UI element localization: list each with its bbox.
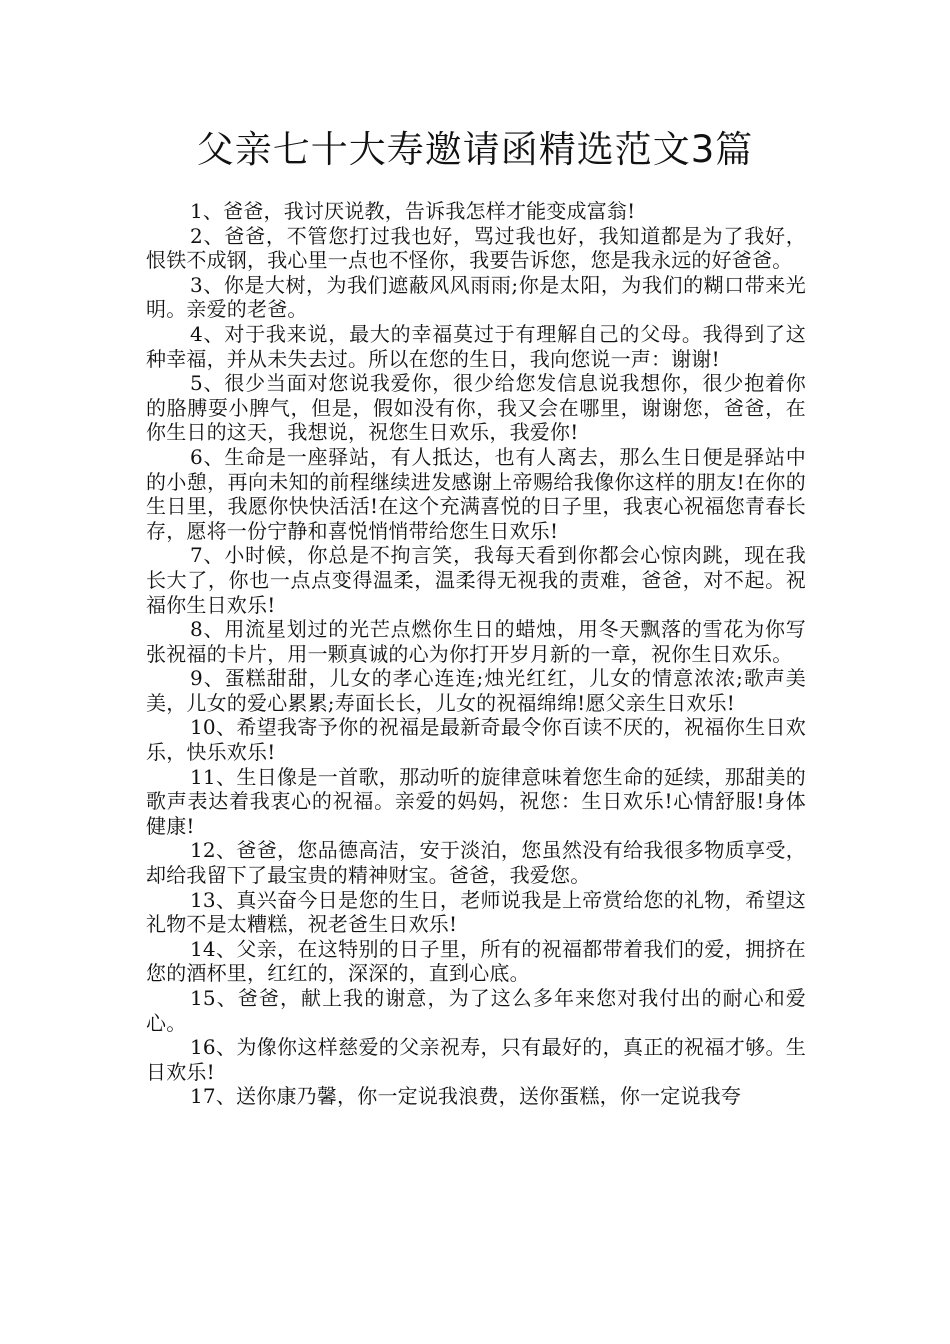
paragraph-11: 11、生日像是一首歌，那动听的旋律意味着您生命的延续，那甜美的歌声表达着我衷心的祝福。亲爱的妈妈，祝您：生日欢乐!心情舒服!身体健康! bbox=[146, 764, 806, 838]
paragraph-9: 9、蛋糕甜甜，儿女的孝心连连;烛光红红，儿女的情意浓浓;歌声美美，儿女的爱心累累;寿面长长，儿女的祝福绵绵!愿父亲生日欢乐! bbox=[146, 666, 806, 715]
document-body bbox=[146, 199, 806, 1109]
paragraph-4: 4、对于我来说，最大的幸福莫过于有理解自己的父母。我得到了这种幸福，并从未失去过。所以在您的生日，我向您说一声：谢谢! bbox=[146, 321, 806, 371]
paragraph-10: 10、希望我寄予你的祝福是最新奇最令你百读不厌的，祝福你生日欢乐，快乐欢乐! bbox=[146, 715, 806, 765]
paragraph-7: 7、小时候，你总是不拘言笑，我每天看到你都会心惊肉跳，现在我长大了，你也一点点变得温柔，温柔得无视我的责难，爸爸，对不起。祝福你生日欢乐! bbox=[146, 543, 806, 617]
paragraph-3: 3、你是大树，为我们遮蔽风风雨雨;你是太阳，为我们的糊口带来光明。亲爱的老爸。 bbox=[146, 272, 806, 322]
paragraph-12: 12、爸爸，您品德高洁，安于淡泊，您虽然没有给我很多物质享受，却给我留下了最宝贵的精神财宝。爸爸，我爱您。 bbox=[146, 838, 806, 888]
paragraph-2: 2、爸爸，不管您打过我也好，骂过我也好，我知道都是为了我好，恨铁不成钢，我心里一点也不怪你，我要告诉您，您是我永远的好爸爸。 bbox=[146, 223, 806, 273]
paragraph-1: 1、爸爸，我讨厌说教，告诉我怎样才能变成富翁! bbox=[190, 199, 636, 223]
document-title: 父亲七十大寿邀请函精选范文3篇 bbox=[196, 128, 754, 171]
paragraph-15: 15、爸爸，献上我的谢意，为了这么多年来您对我付出的耐心和爱心。 bbox=[146, 986, 806, 1035]
paragraph-16: 16、为像你这样慈爱的父亲祝寿，只有最好的，真正的祝福才够。生日欢乐! bbox=[146, 1035, 806, 1084]
paragraph-6: 6、生命是一座驿站，有人抵达，也有人离去，那么生日便是驿站中的小憩，再向未知的前程继续进发感谢上帝赐给我像你这样的朋友!在你的生日里，我愿你快快活活!在这个充满喜悦的日子里，我衷心祝福您青春长存，愿将一份宁静和喜悦悄悄带给您生日欢乐! bbox=[146, 444, 806, 543]
paragraph-13: 13、真兴奋今日是您的生日，老师说我是上帝赏给您的礼物，希望这礼物不是太糟糕，祝老爸生日欢乐! bbox=[146, 887, 806, 937]
paragraph-5: 5、很少当面对您说我爱你，很少给您发信息说我想你，很少抱着你的胳膊耍小脾气，但是，假如没有你，我又会在哪里，谢谢您，爸爸，在你生日的这天，我想说，祝您生日欢乐，我爱你! bbox=[146, 371, 806, 445]
paragraph-14: 14、父亲，在这特别的日子里，所有的祝福都带着我们的爱，拥挤在您的酒杯里，红红的，深深的，直到心底。 bbox=[146, 936, 806, 986]
paragraph-17: 17、送你康乃馨，你一定说我浪费，送你蛋糕，你一定说我夸 bbox=[190, 1084, 742, 1109]
paragraph-8: 8、用流星划过的光芒点燃你生日的蜡烛，用冬天飘落的雪花为你写张祝福的卡片，用一颗真诚的心为你打开岁月新的一章，祝你生日欢乐。 bbox=[146, 617, 806, 666]
